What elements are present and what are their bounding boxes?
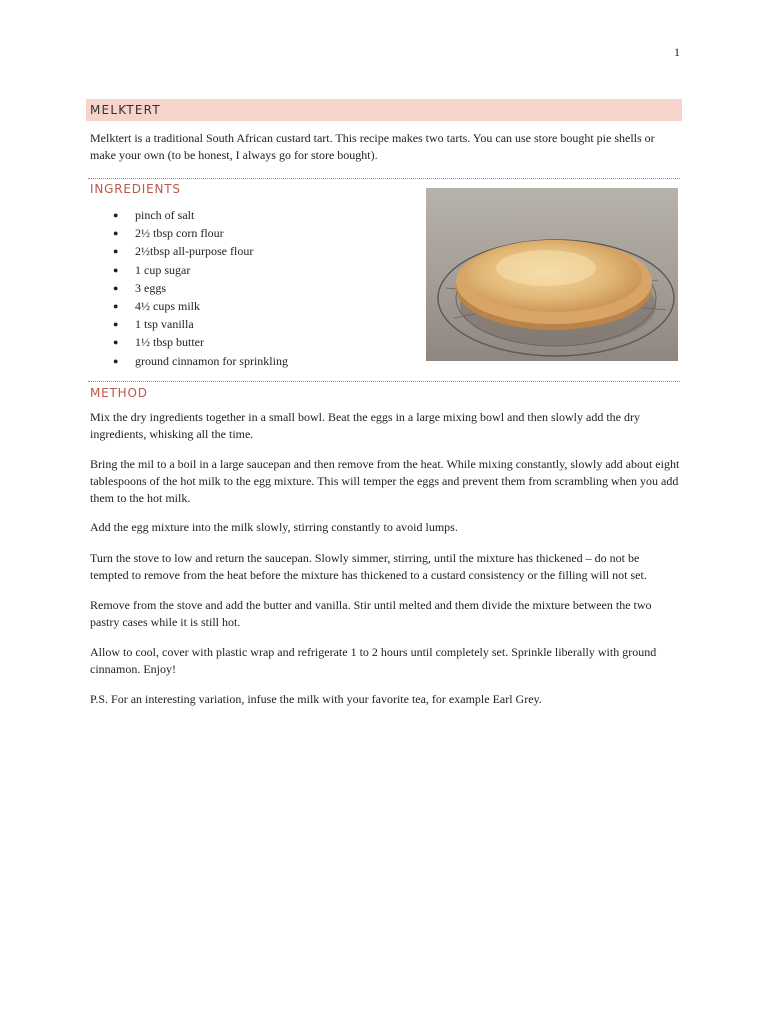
bullet-icon: ●	[113, 210, 119, 220]
ingredient-item: ● 2½ tbsp corn flour	[90, 224, 410, 242]
divider-ingredients	[88, 178, 680, 179]
method-heading: METHOD	[90, 386, 148, 400]
bullet-icon: ●	[113, 355, 119, 366]
method-step-1: Mix the dry ingredients together in a small bowl. Beat the eggs in a large mixing bowl and then slowly add the dry ingredients, whisking all the time.	[90, 410, 641, 441]
bullet-icon: ●	[113, 319, 119, 330]
title-bar	[86, 99, 682, 121]
method-step-4: Turn the stove to low and return the saucepan. Slowly simmer, stirring, until the mixture has thickened – do not be tempted to remove from the heat before the mixture has thickened to a custard consistency or the filling will not set.	[90, 551, 647, 582]
method-step-5: Remove from the stove and add the butter and vanilla. Stir until melted and them divide the mixture between the two pastry cases while it is still hot.	[90, 598, 652, 629]
page-number: 1	[674, 45, 680, 59]
tart-illustration	[426, 188, 678, 361]
recipe-title: MELKTERT	[90, 103, 161, 117]
bullet-icon: ●	[113, 228, 119, 239]
bullet-icon: ●	[113, 337, 119, 348]
ingredient-item: ● 1½ tbsp butter	[90, 333, 410, 351]
bullet-icon: ●	[113, 282, 119, 293]
bullet-icon: ●	[113, 264, 119, 275]
ingredient-item: ● 2½tbsp all-purpose flour	[90, 242, 410, 260]
ingredient-item: ● pinch of salt	[90, 206, 410, 224]
ingredient-item: ● 1 tsp vanilla	[90, 315, 410, 333]
ingredient-item: ● 3 eggs	[90, 279, 410, 297]
method-postscript: P.S. For an interesting variation, infuse the milk with your favorite tea, for example Earl Grey.	[90, 692, 542, 706]
method-step-3: Add the egg mixture into the milk slowly, stirring constantly to avoid lumps.	[90, 520, 458, 534]
ingredients-heading: INGREDIENTS	[90, 182, 181, 196]
divider-method	[88, 381, 680, 382]
ingredient-item: ● 4½ cups milk	[90, 297, 410, 315]
bullet-icon: ●	[113, 300, 119, 311]
tart-photo	[426, 188, 678, 361]
ingredients-list	[90, 206, 410, 370]
intro-paragraph: Melktert is a traditional South African custard tart. This recipe makes two tarts. You can use store bought pie shells or make your own (to be honest, I always go for store bought).	[90, 131, 655, 162]
ingredient-item: ● ground cinnamon for sprinkling	[90, 352, 410, 370]
method-step-6: Allow to cool, cover with plastic wrap and refrigerate 1 to 2 hours until completely set. Sprinkle liberally with ground cinnamon. Enjoy!	[90, 645, 657, 676]
ingredient-item: ● 1 cup sugar	[90, 261, 410, 279]
method-step-2: Bring the mil to a boil in a large saucepan and then remove from the heat. While mixing constantly, slowly add about eight tablespoons of the hot milk to the egg mixture. This will temper the eggs and prevent them from scrambling when you add them to the hot milk.	[90, 457, 680, 505]
bullet-icon: ●	[113, 246, 119, 257]
